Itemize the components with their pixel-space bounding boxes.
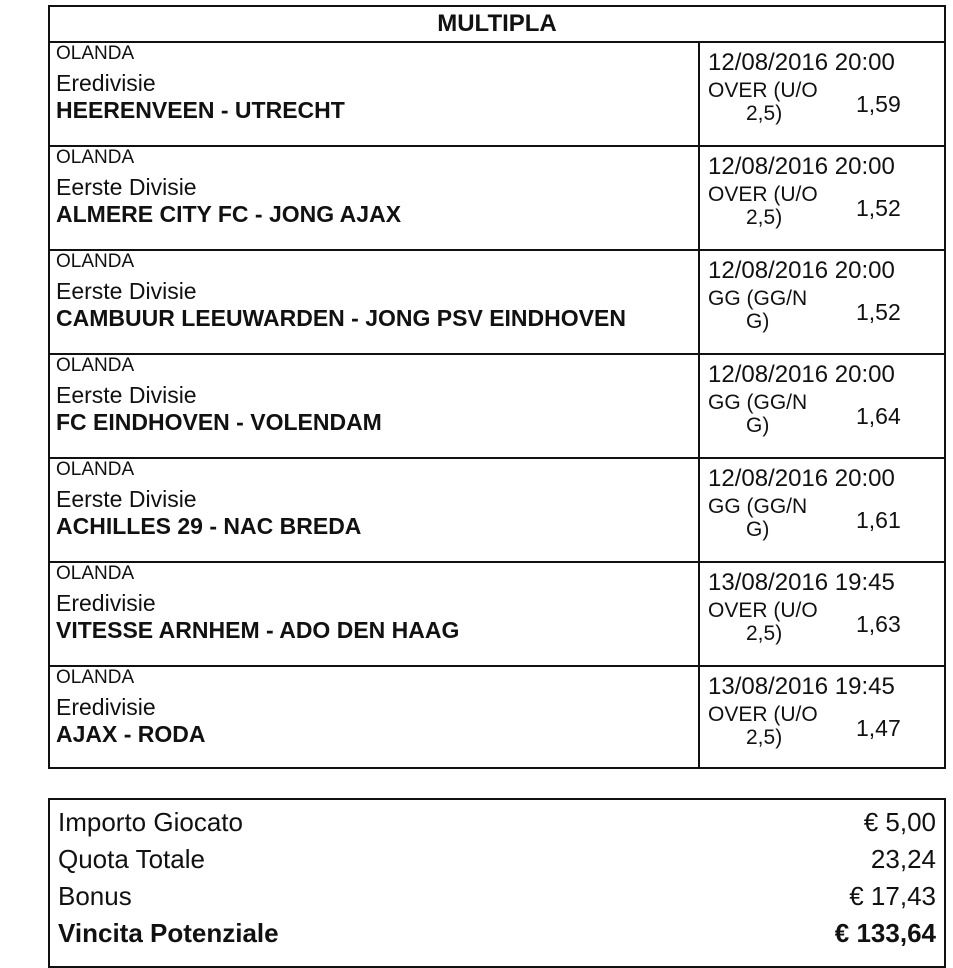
match-datetime: 12/08/2016 20:00 — [708, 465, 895, 492]
bet-type — [708, 391, 833, 437]
country-label: OLANDA — [56, 355, 135, 376]
stake-row — [58, 804, 936, 841]
match-cell — [50, 251, 700, 353]
match-cell — [50, 355, 700, 457]
bet-type-line2: 2,5) — [746, 622, 783, 645]
country-label: OLANDA — [56, 147, 135, 168]
bet-row — [50, 667, 944, 767]
bet-type-line1: OVER (U/O — [708, 79, 818, 102]
match-datetime: 13/08/2016 19:45 — [708, 569, 895, 596]
league-label: Eredivisie — [56, 590, 156, 616]
league-label: Eredivisie — [56, 70, 156, 96]
match-datetime: 12/08/2016 20:00 — [708, 257, 895, 284]
league-label: Eerste Divisie — [56, 486, 197, 512]
bet-row — [50, 251, 944, 355]
bet-row — [50, 43, 944, 147]
bet-odd: 1,52 — [856, 195, 901, 221]
league-label: Eerste Divisie — [56, 382, 197, 408]
bet-type-line2: 2,5) — [746, 206, 783, 229]
match-cell — [50, 563, 700, 665]
bet-odd: 1,47 — [856, 715, 901, 741]
bet-row — [50, 563, 944, 667]
league-label: Eerste Divisie — [56, 278, 197, 304]
bet-slip-table — [48, 5, 946, 769]
bet-type-line1: GG (GG/N — [708, 287, 808, 310]
odds-cell — [700, 563, 944, 665]
match-cell — [50, 147, 700, 249]
bet-type-line1: OVER (U/O — [708, 703, 818, 726]
bonus-label: Bonus — [58, 881, 132, 911]
match-teams: ACHILLES 29 - NAC BREDA — [56, 513, 362, 539]
country-label: OLANDA — [56, 563, 135, 584]
bet-odd: 1,61 — [856, 507, 901, 533]
match-teams: AJAX - RODA — [56, 721, 206, 747]
match-teams: CAMBUUR LEEUWARDEN - JONG PSV EINDHOVEN — [56, 305, 626, 331]
bet-row — [50, 355, 944, 459]
bet-type — [708, 703, 833, 749]
match-teams: HEERENVEEN - UTRECHT — [56, 97, 345, 123]
bet-list — [50, 43, 944, 767]
bet-type-line2: 2,5) — [746, 726, 783, 749]
bet-type-line2: 2,5) — [746, 102, 783, 125]
match-datetime: 12/08/2016 20:00 — [708, 361, 895, 388]
bet-type — [708, 495, 833, 541]
bet-type-line1: GG (GG/N — [708, 391, 808, 414]
bet-type — [708, 287, 833, 333]
bet-type — [708, 79, 833, 125]
odds-cell — [700, 667, 944, 767]
bet-odd: 1,52 — [856, 299, 901, 325]
match-teams: FC EINDHOVEN - VOLENDAM — [56, 409, 382, 435]
country-label: OLANDA — [56, 459, 135, 480]
match-cell — [50, 667, 700, 767]
bet-type — [708, 599, 833, 645]
bet-row — [50, 459, 944, 563]
match-datetime: 12/08/2016 20:00 — [708, 49, 895, 76]
odds-cell — [700, 147, 944, 249]
potential-win-value: € 133,64 — [834, 918, 936, 948]
total-odds-row — [58, 841, 936, 878]
match-teams: VITESSE ARNHEM - ADO DEN HAAG — [56, 617, 460, 643]
league-label: Eredivisie — [56, 694, 156, 720]
bet-type-line1: GG (GG/N — [708, 495, 808, 518]
total-odds-value: 23,24 — [870, 844, 936, 874]
country-label: OLANDA — [56, 251, 135, 272]
odds-cell — [700, 459, 944, 561]
match-cell — [50, 43, 700, 145]
odds-cell — [700, 43, 944, 145]
bet-type-line2: G) — [746, 414, 770, 437]
country-label: OLANDA — [56, 43, 135, 64]
league-label: Eerste Divisie — [56, 174, 197, 200]
bet-slip-title: MULTIPLA — [50, 7, 944, 43]
match-datetime: 13/08/2016 19:45 — [708, 673, 895, 700]
potential-win-label: Vincita Potenziale — [58, 918, 279, 948]
match-cell — [50, 459, 700, 561]
bet-row — [50, 147, 944, 251]
odds-cell — [700, 251, 944, 353]
odds-cell — [700, 355, 944, 457]
bet-summary — [48, 798, 946, 968]
bet-odd: 1,64 — [856, 403, 901, 429]
bet-type-line1: OVER (U/O — [708, 183, 818, 206]
stake-value: € 5,00 — [863, 807, 936, 837]
stake-label: Importo Giocato — [58, 807, 243, 837]
bonus-row — [58, 878, 936, 915]
bet-odd: 1,59 — [856, 91, 901, 117]
bet-type-line2: G) — [746, 518, 770, 541]
match-datetime: 12/08/2016 20:00 — [708, 153, 895, 180]
potential-win-row — [58, 915, 936, 952]
bonus-value: € 17,43 — [849, 881, 936, 911]
match-teams: ALMERE CITY FC - JONG AJAX — [56, 201, 402, 227]
country-label: OLANDA — [56, 667, 135, 688]
bet-odd: 1,63 — [856, 611, 901, 637]
bet-type-line1: OVER (U/O — [708, 599, 818, 622]
bet-type-line2: G) — [746, 310, 770, 333]
bet-type — [708, 183, 833, 229]
total-odds-label: Quota Totale — [58, 844, 205, 874]
